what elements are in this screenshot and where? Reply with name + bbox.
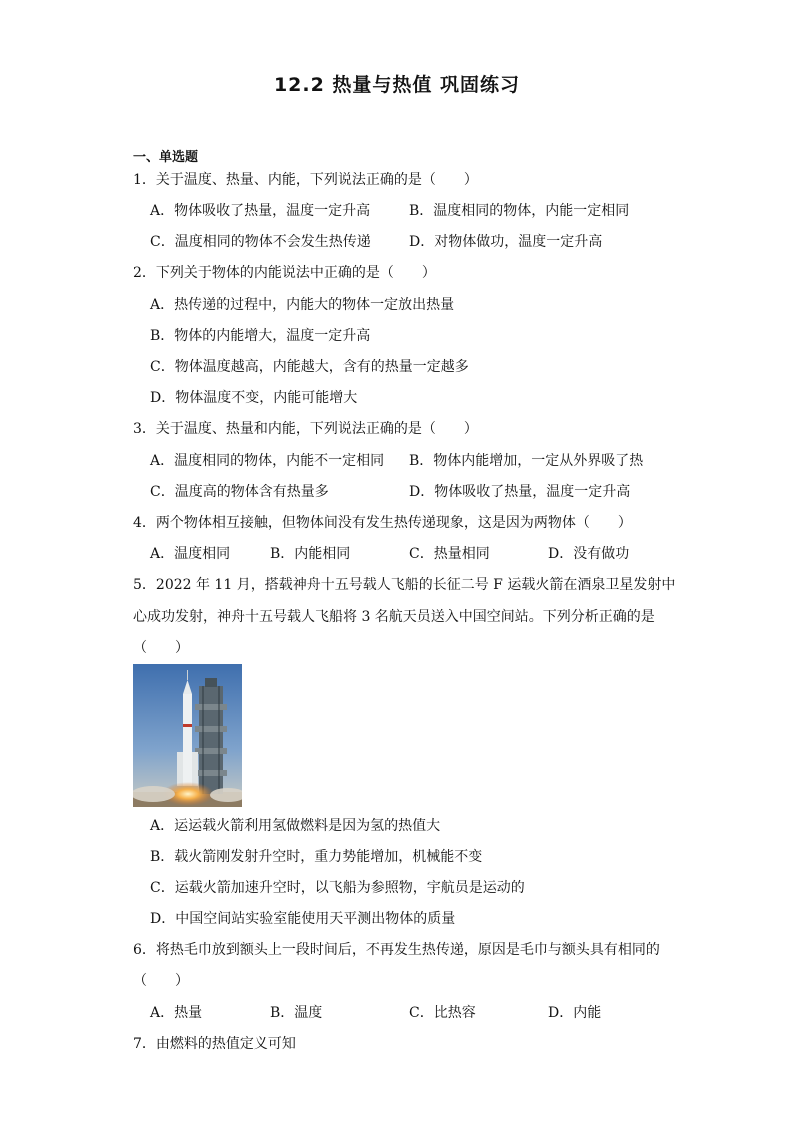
question-1-option-a: A．物体吸收了热量，温度一定升高: [150, 203, 371, 219]
question-4-option-c: C．热量相同: [409, 546, 490, 562]
question-3-option-b: B．物体内能增加，一定从外界吸了热: [409, 453, 644, 469]
question-5-stem-line-1: 5．2022 年 11 月，搭载神舟十五号载人飞船的长征二号 F 运载火箭在酒泉卫星发射中: [133, 577, 676, 593]
question-6-option-d: D．内能: [548, 1005, 602, 1021]
question-5-stem-line-2: 心成功发射，神舟十五号载人飞船将 3 名航天员送入中国空间站。下列分析正确的是: [133, 609, 655, 625]
question-6-option-a: A．热量: [150, 1005, 203, 1021]
question-2-stem: 2．下列关于物体的内能说法中正确的是（ ）: [133, 265, 436, 281]
question-1-option-c: C．温度相同的物体不会发生热传递: [150, 234, 371, 250]
question-3-option-c: C．温度高的物体含有热量多: [150, 484, 329, 500]
question-7-stem: 7．由燃料的热值定义可知: [133, 1036, 296, 1052]
question-1-stem: 1．关于温度、热量、内能，下列说法正确的是（ ）: [133, 172, 478, 188]
question-5-option-c: C．运载火箭加速升空时，以飞船为参照物，宇航员是运动的: [150, 880, 525, 896]
section-heading: 一、单选题: [133, 150, 199, 165]
question-4-stem: 4．两个物体相互接触，但物体间没有发生热传递现象，这是因为两物体（ ）: [133, 515, 632, 531]
question-1-option-b: B．温度相同的物体，内能一定相同: [409, 203, 630, 219]
question-2-option-c: C．物体温度越高，内能越大，含有的热量一定越多: [150, 359, 469, 375]
question-4-option-a: A．温度相同: [150, 546, 231, 562]
question-4-option-b: B．内能相同: [270, 546, 351, 562]
rocket-launch-photo: [133, 664, 242, 807]
question-3-option-a: A．温度相同的物体，内能不一定相同: [150, 453, 385, 469]
question-5-option-b: B．载火箭刚发射升空时，重力势能增加，机械能不变: [150, 849, 483, 865]
question-3-stem: 3．关于温度、热量和内能，下列说法正确的是（ ）: [133, 421, 478, 437]
question-2-option-b: B．物体的内能增大，温度一定升高: [150, 328, 371, 344]
question-5-option-a: A．运运载火箭利用氢做燃料是因为氢的热值大: [150, 818, 441, 834]
question-3-option-d: D．物体吸收了热量，温度一定升高: [409, 484, 631, 500]
question-6-stem-line-2: （ ）: [133, 973, 189, 989]
question-2-option-a: A．热传递的过程中，内能大的物体一定放出热量: [150, 297, 455, 313]
question-6-option-b: B．温度: [270, 1005, 323, 1021]
question-5-option-d: D．中国空间站实验室能使用天平测出物体的质量: [150, 911, 456, 927]
page-title: 12.2 热量与热值 巩固练习: [273, 74, 521, 96]
question-1-option-d: D．对物体做功，温度一定升高: [409, 234, 603, 250]
question-6-option-c: C．比热容: [409, 1005, 476, 1021]
question-4-option-d: D．没有做功: [548, 546, 630, 562]
question-6-stem-line-1: 6．将热毛巾放到额头上一段时间后，不再发生热传递，原因是毛巾与额头具有相同的: [133, 942, 660, 958]
question-2-option-d: D．物体温度不变，内能可能增大: [150, 390, 358, 406]
question-5-stem-line-3: （ ）: [133, 640, 189, 656]
